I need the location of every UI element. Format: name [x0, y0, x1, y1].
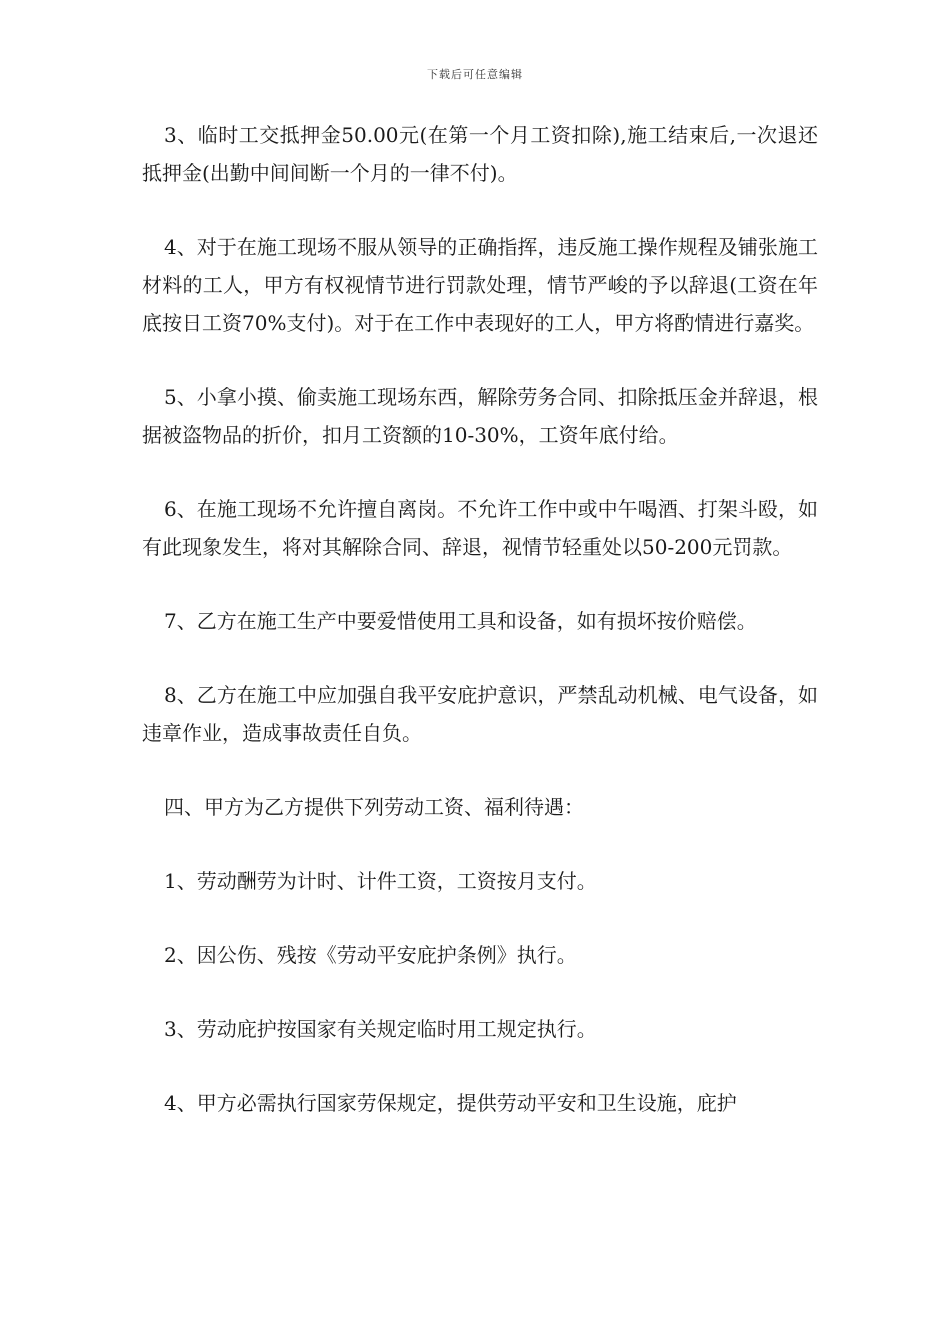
document-body [142, 116, 818, 1158]
paragraph-benefit-4: 4、甲方必需执行国家劳保规定，提供劳动平安和卫生设施，庇护 [164, 1091, 737, 1115]
paragraph-benefit-1: 1、劳动酬劳为计时、计件工资，工资按月支付。 [164, 869, 597, 893]
section-heading-4: 四、甲方为乙方提供下列劳动工资、福利待遇： [164, 795, 584, 819]
paragraph-clause-8: 8、乙方在施工中应加强自我平安庇护意识，严禁乱动机械、电气设备，如违章作业，造成事故责任自负。 [142, 683, 818, 745]
paragraph-benefit-2: 2、因公伤、残按《劳动平安庇护条例》执行。 [164, 943, 577, 967]
paragraph-clause-4: 4、对于在施工现场不服从领导的正确指挥，违反施工操作规程及铺张施工材料的工人，甲方有权视情节进行罚款处理，情节严峻的予以辞退(工资在年底按日工资70%支付)。对于在工作中表现好的工人，甲方将酌情进行嘉奖。 [142, 235, 818, 335]
paragraph-benefit-3: 3、劳动庇护按国家有关规定临时用工规定执行。 [164, 1017, 597, 1041]
paragraph-clause-7: 7、乙方在施工生产中要爱惜使用工具和设备，如有损坏按价赔偿。 [164, 609, 757, 633]
paragraph-clause-3: 3、临时工交抵押金50.00元(在第一个月工资扣除),施工结束后,一次退还抵押金(出勤中间间断一个月的一律不付)。 [142, 123, 818, 185]
paragraph-clause-6: 6、在施工现场不允许擅自离岗。不允许工作中或中午喝酒、打架斗殴，如有此现象发生，将对其解除合同、辞退，视情节轻重处以50-200元罚款。 [142, 497, 818, 559]
paragraph-clause-5: 5、小拿小摸、偷卖施工现场东西，解除劳务合同、扣除抵压金并辞退，根据被盗物品的折价，扣月工资额的10-30%，工资年底付给。 [142, 385, 818, 447]
page-header: 下载后可任意编辑 [427, 68, 523, 81]
